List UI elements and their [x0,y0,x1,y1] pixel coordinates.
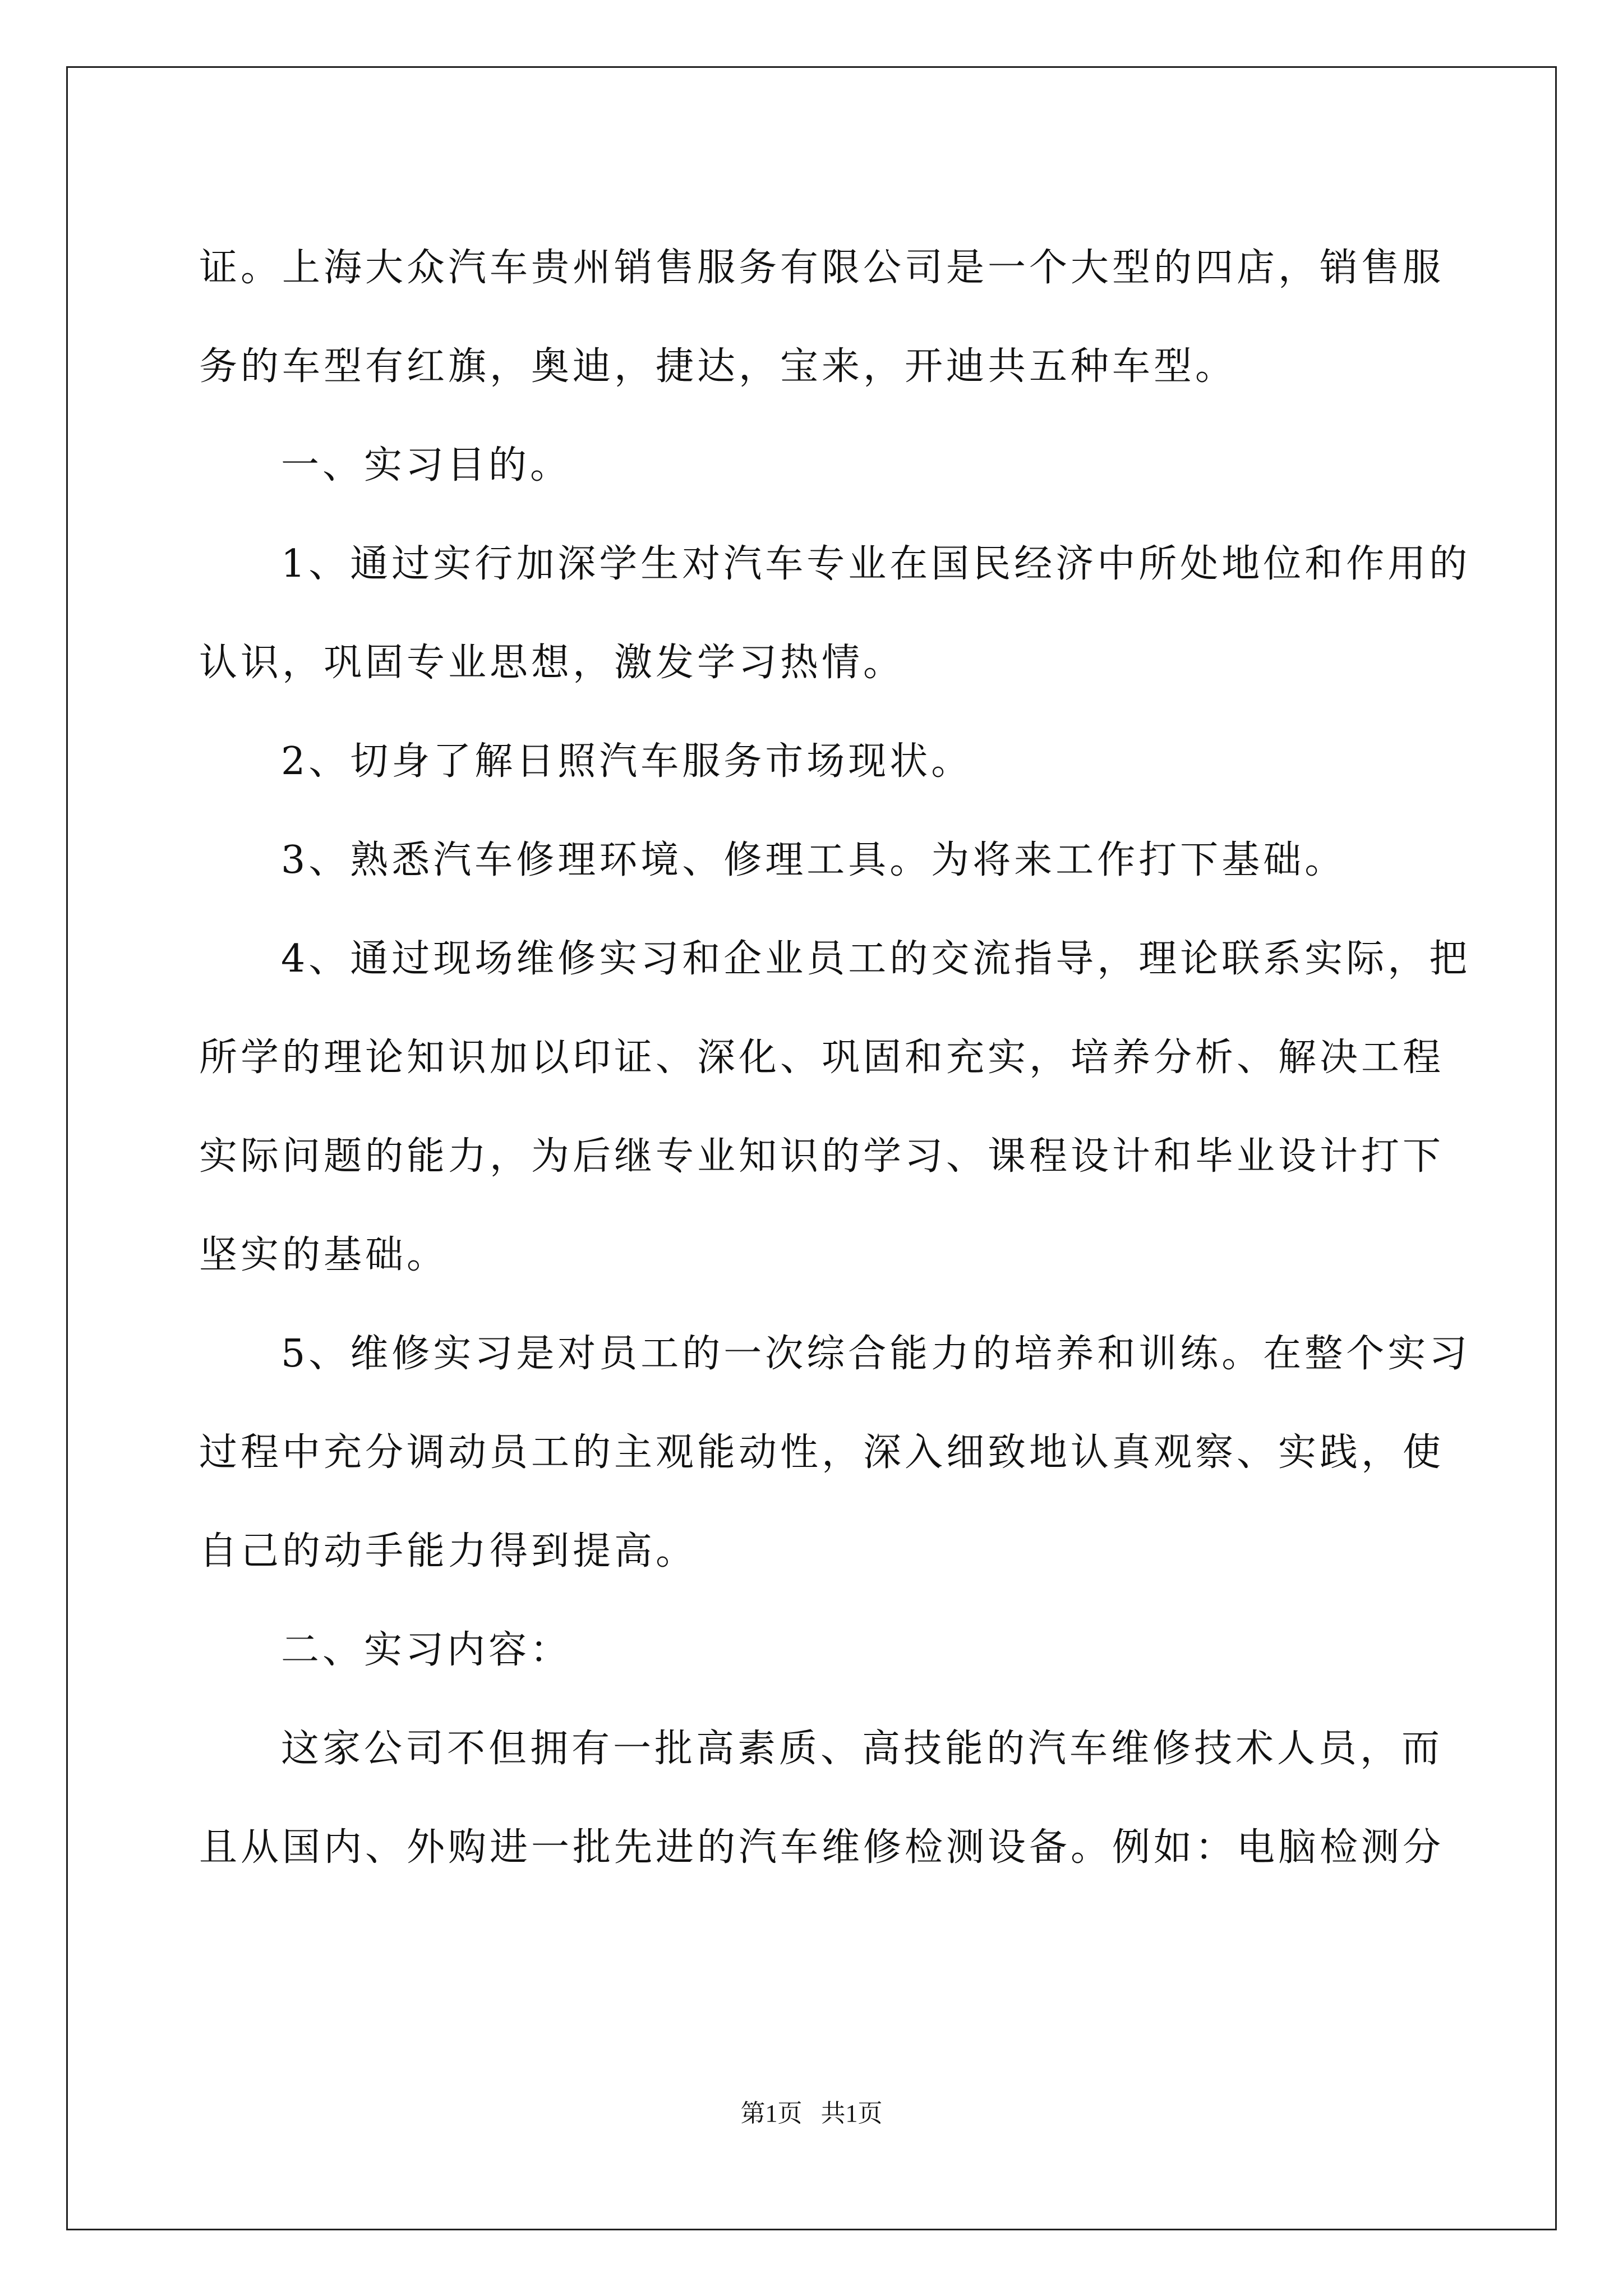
section-heading: 一、实习目的。 [281,443,572,487]
text-line: 实际问题的能力，为后继专业知识的学习、课程设计和毕业设计打下 [199,1134,1445,1179]
list-item-5: 5、维修实习是对员工的一次综合能力的培养和训练。在整个实习 [281,1332,1471,1376]
text-line: 过程中充分调动员工的主观能动性，深入细致地认真观察、实践，使 [199,1430,1445,1475]
page-number-footer: 第1页 共1页 [740,2100,883,2127]
list-item-1: 1、通过实行加深学生对汽车专业在国民经济中所处地位和作用的 [281,542,1471,586]
text-line: 证。上海大众汽车贵州销售服务有限公司是一个大型的四店，销售服 [199,246,1445,290]
document-body [199,219,1471,1897]
list-item-4: 4、通过现场维修实习和企业员工的交流指导，理论联系实际，把 [281,937,1471,981]
list-item-3: 3、熟悉汽车修理环境、修理工具。为将来工作打下基础。 [281,838,1347,882]
section-heading: 二、实习内容： [281,1628,572,1672]
text-line: 且从国内、外购进一批先进的汽车维修检测设备。例如：电脑检测分 [199,1825,1445,1870]
text-line: 认识，巩固专业思想，激发学习热情。 [199,641,905,685]
text-line: 务的车型有红旗，奥迪，捷达，宝来，开迪共五种车型。 [199,344,1237,389]
list-item-2: 2、切身了解日照汽车服务市场现状。 [281,739,973,784]
text-line: 自己的动手能力得到提高。 [199,1529,698,1573]
text-line: 坚实的基础。 [199,1233,449,1277]
text-line: 所学的理论知识加以印证、深化、巩固和充实，培养分析、解决工程 [199,1036,1445,1080]
paragraph-start: 这家公司不但拥有一批高素质、高技能的汽车维修技术人员，而 [281,1727,1444,1771]
